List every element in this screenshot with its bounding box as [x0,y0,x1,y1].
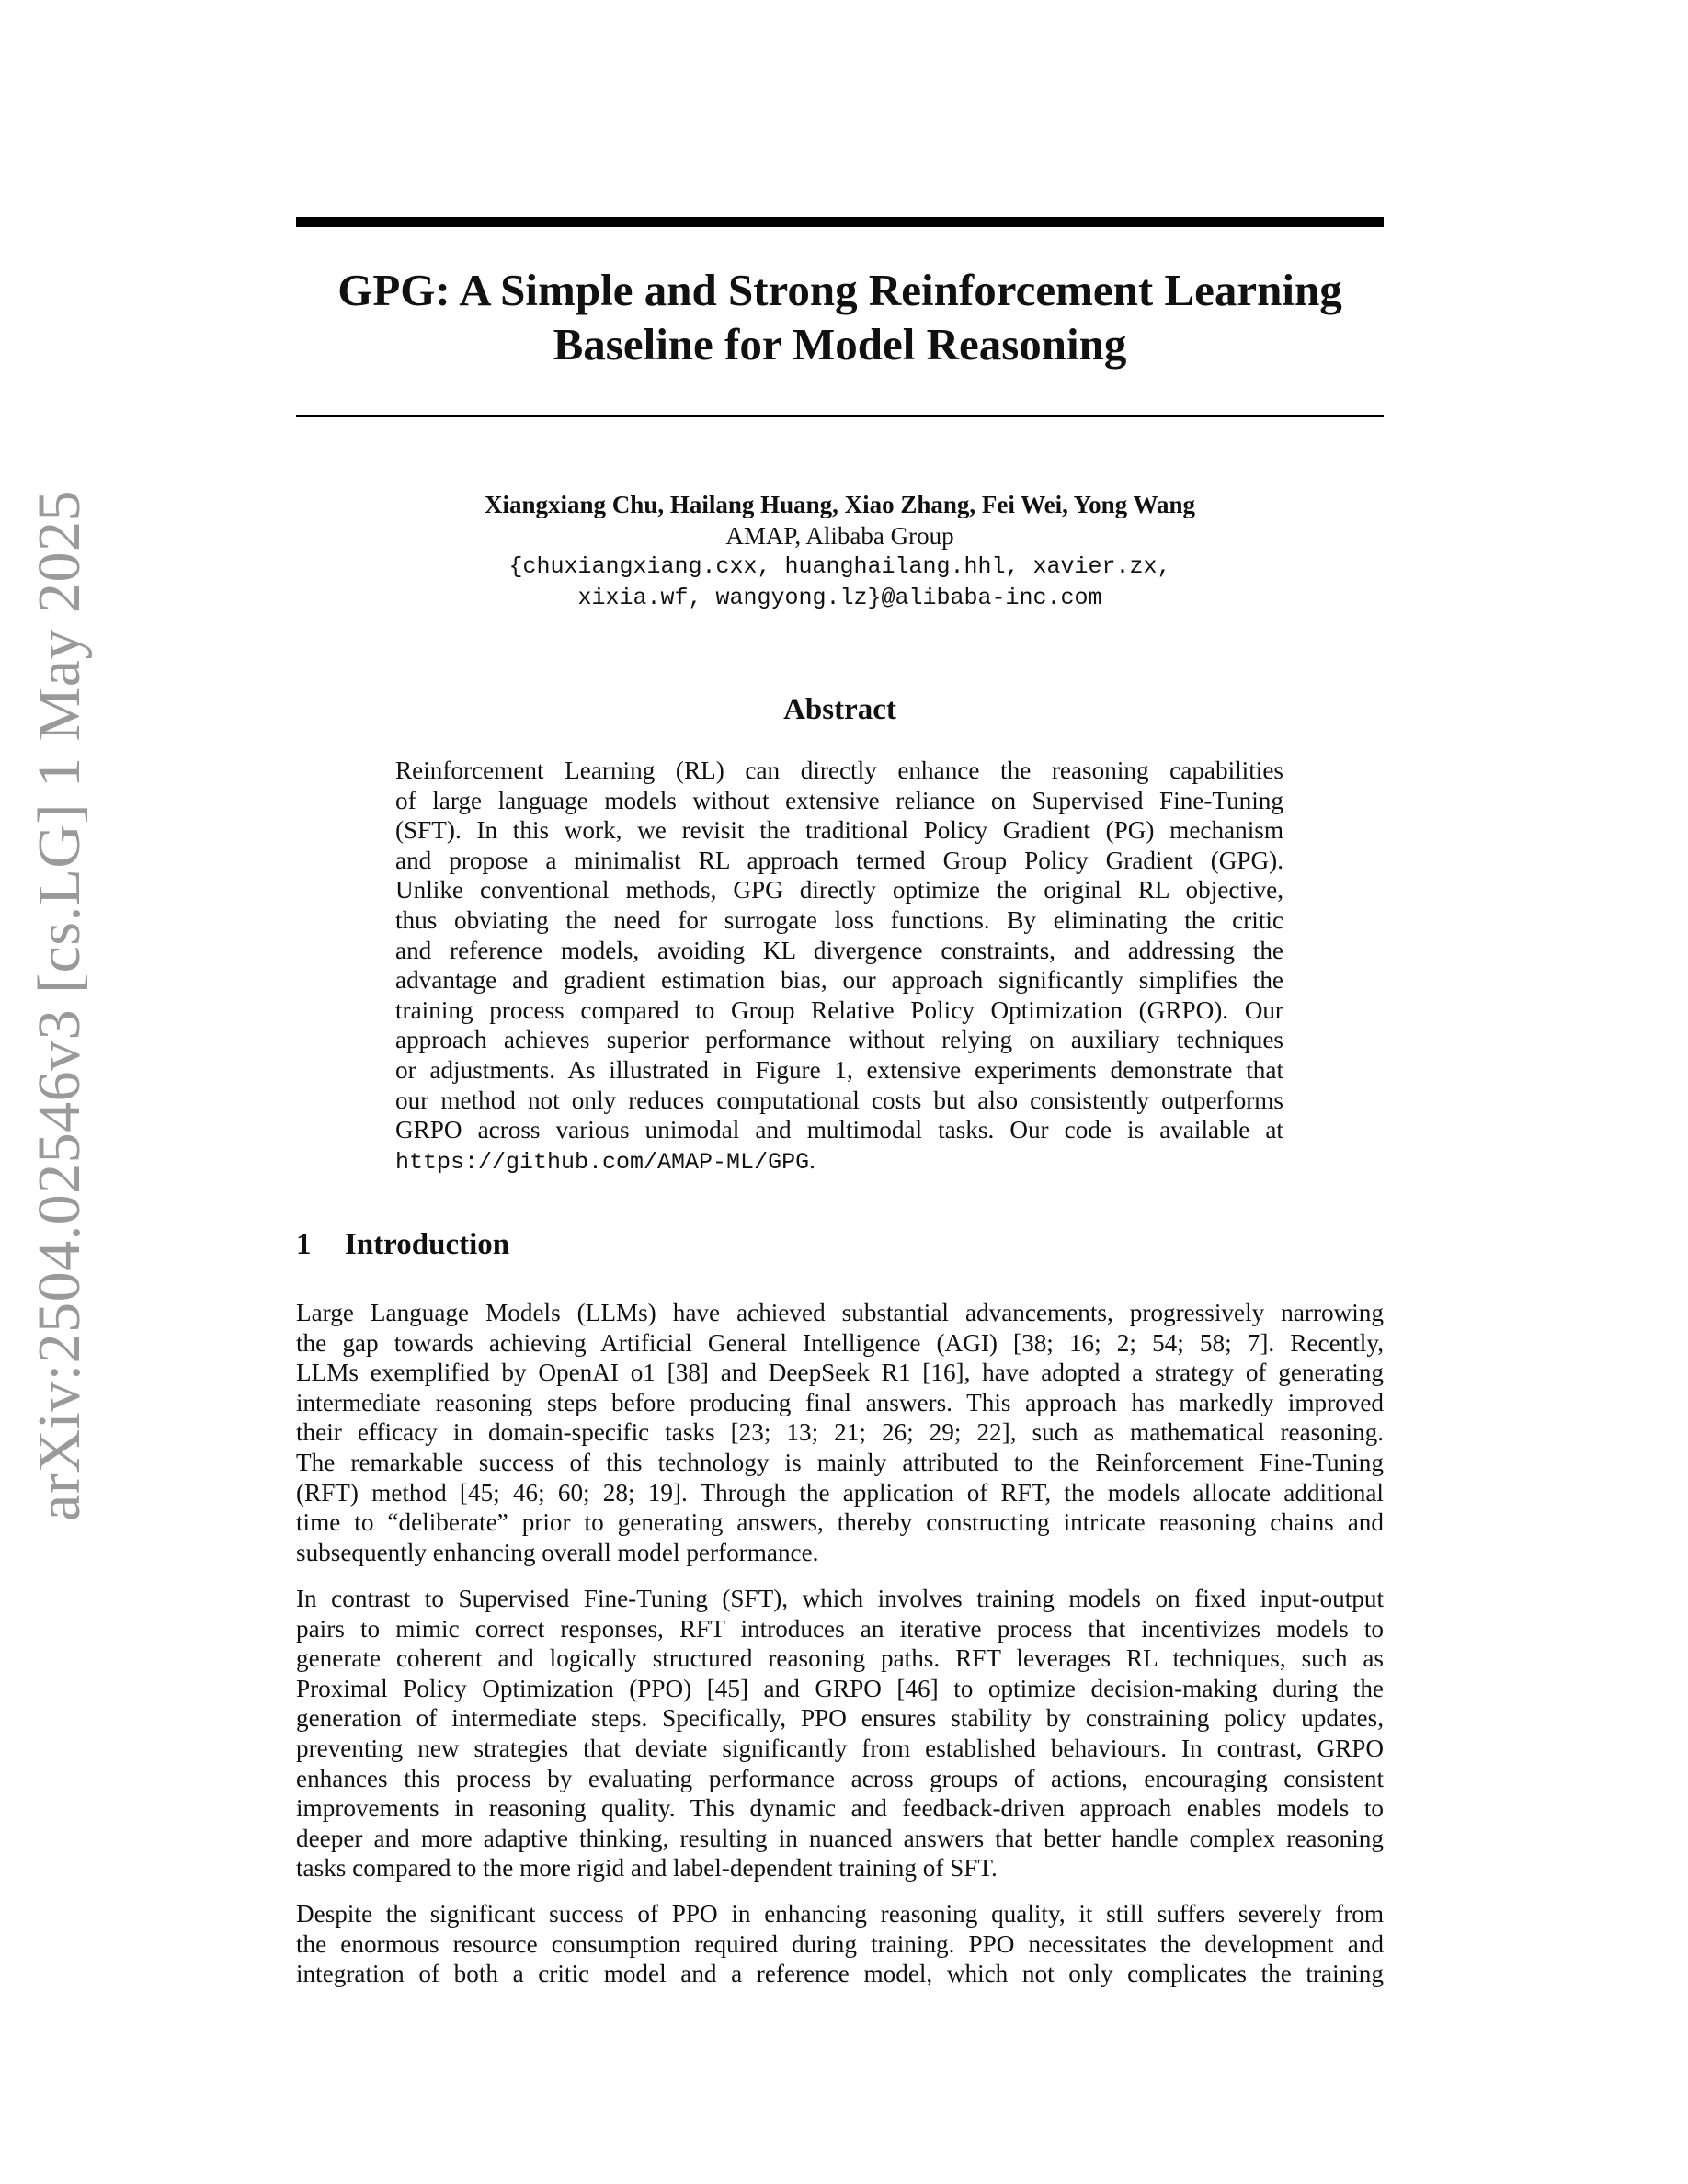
body-line: LLMs exemplified by OpenAI o1 [38] and DeepSeek R1 [16], have adopted a strategy of generating [296,1359,1384,1387]
body-line: preventing new strategies that deviate significantly from established behaviours. In contrast, GRPO [296,1734,1384,1762]
body-line: tasks compared to the more rigid and label-dependent training of SFT. [296,1854,998,1883]
paper-title [296,263,1384,371]
body-line: Large Language Models (LLMs) have achieved substantial advancements, progressively narrowing [296,1299,1384,1326]
paper-title-line: GPG: A Simple and Strong Reinforcement Learning [337,265,1342,315]
abstract-line: approach achieves superior performance without relying on auxiliary techniques [395,1026,1283,1054]
abstract-line: or adjustments. As illustrated in Figure 1, extensive experiments demonstrate that [395,1055,1283,1084]
paper-title-line: Baseline for Model Reasoning [553,319,1127,370]
section-heading-introduction [296,1226,509,1263]
body-line: the enormous resource consumption required during training. PPO necessitates the development and [296,1929,1384,1958]
abstract-line: advantage and gradient estimation bias, our approach significantly simplifies the [395,966,1283,995]
code-repository-link[interactable]: https://github.com/AMAP-ML/GPG [395,1148,810,1176]
body-line: (RFT) method [45; 46; 60; 28; 19]. Through the application of RFT, the models allocate additional [296,1478,1384,1507]
body-line: integration of both a critic model and a reference model, which not only complicates the training [296,1960,1384,1988]
body-line: pairs to mimic correct responses, RFT introduces an iterative process that incentivizes models to [296,1614,1384,1643]
author-email-line: {chuxiangxiang.cxx, huanghailang.hhl, xavier.zx, [508,553,1171,580]
title-top-rule [296,217,1384,227]
section-number: 1 [296,1228,312,1261]
body-line: generation of intermediate steps. Specifically, PPO ensures stability by constraining policy updates, [296,1704,1384,1733]
abstract-line: of large language models without extensive reliance on Supervised Fine-Tuning [395,786,1283,814]
abstract-line: thus obviating the need for surrogate loss functions. By eliminating the critic [395,905,1283,934]
section-title: Introduction [345,1228,510,1261]
abstract-final-line [395,1145,1283,1178]
body-line: intermediate reasoning steps before producing final answers. This approach has markedly improved [296,1388,1384,1416]
body-line: enhances this process by evaluating performance across groups of actions, encouraging consistent [296,1764,1384,1792]
abstract-body [395,756,1283,1177]
body-line: deeper and more adaptive thinking, resulting in nuanced answers that better handle complex reasoning [296,1824,1384,1852]
abstract-line: training process compared to Group Relative Policy Optimization (GRPO). Our [395,995,1283,1024]
abstract-line: Unlike conventional methods, GPG directly optimize the original RL objective, [395,876,1283,904]
body-line: improvements in reasoning quality. This dynamic and feedback-driven approach enables models to [296,1794,1384,1823]
body-line: Proximal Policy Optimization (PPO) [45] and GRPO [46] to optimize decision-making during the [296,1674,1384,1702]
abstract-final-period: . [809,1145,815,1174]
intro-paragraph-3 [296,1899,1384,1989]
arxiv-identifier-stamp: arXiv:2504.02546v3 [cs.LG] 1 May 2025 [26,489,93,1521]
body-line: The remarkable success of this technology is mainly attributed to the Reinforcement Fine-Tuning [296,1448,1384,1476]
abstract-line: our method not only reduces computational costs but also consistently outperforms [395,1086,1283,1114]
body-line: the gap towards achieving Artificial General Intelligence (AGI) [38; 16; 2; 54; 58; 7]. Recently, [296,1328,1384,1357]
author-affiliation: AMAP, Alibaba Group [725,522,954,550]
intro-paragraph-2 [296,1584,1384,1883]
body-line: In contrast to Supervised Fine-Tuning (SFT), which involves training models on fixed input-output [296,1585,1384,1612]
abstract-line: (SFT). In this work, we revisit the traditional Policy Gradient (PG) mechanism [395,816,1283,845]
abstract-line: and reference models, avoiding KL divergence constraints, and addressing the [395,936,1283,964]
body-line: time to “deliberate” prior to generating answers, thereby constructing intricate reasoning chains and [296,1508,1384,1537]
body-line: Despite the significant success of PPO in enhancing reasoning quality, it still suffers severely from [296,1900,1384,1928]
author-block [296,489,1384,614]
abstract-line: Reinforcement Learning (RL) can directly enhance the reasoning capabilities [395,756,1283,784]
intro-paragraph-1 [296,1298,1384,1567]
title-bottom-rule [296,415,1384,417]
body-line: generate coherent and logically structured reasoning paths. RFT leverages RL techniques, such as [296,1644,1384,1673]
abstract-line: GRPO across various unimodal and multimodal tasks. Our code is available at [395,1116,1283,1144]
body-line: their efficacy in domain-specific tasks [23; 13; 21; 26; 29; 22], such as mathematical reasoning. [296,1418,1384,1447]
body-line: subsequently enhancing overall model performance. [296,1538,819,1566]
author-email-line: xixia.wf, wangyong.lz}@alibaba-inc.com [577,585,1102,611]
author-names: Xiangxiang Chu, Hailang Huang, Xiao Zhang, Fei Wei, Yong Wang [485,491,1195,518]
abstract-heading: Abstract [783,693,896,726]
abstract-line: and propose a minimalist RL approach termed Group Policy Gradient (GPG). [395,846,1283,874]
